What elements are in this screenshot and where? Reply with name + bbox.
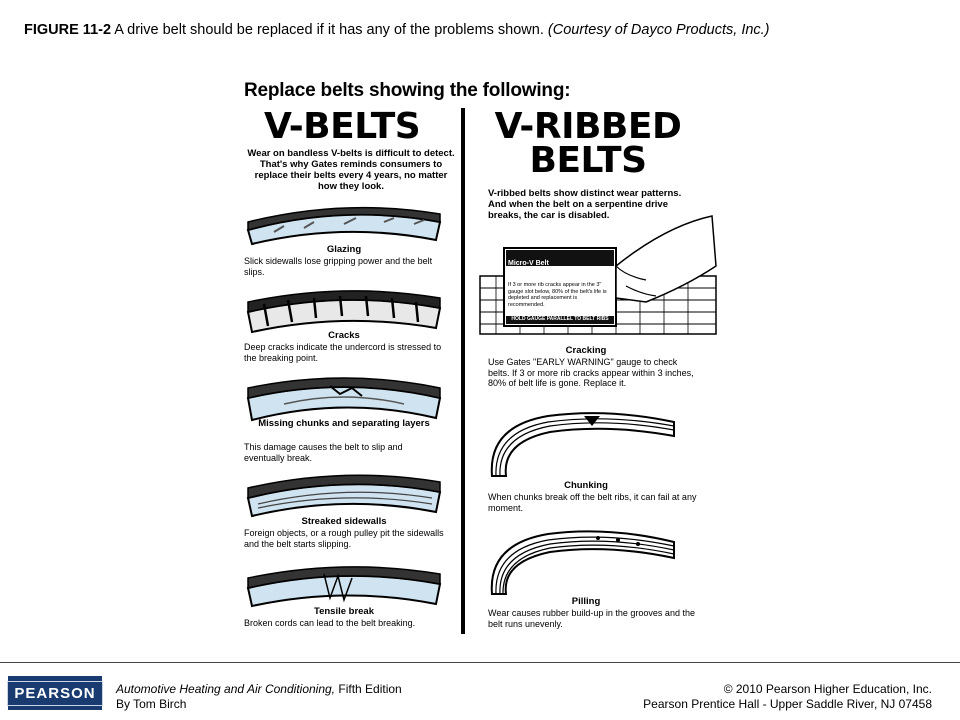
book-author: By Tom Birch bbox=[116, 697, 187, 711]
tensile-break-desc: Broken cords can lead to the belt breaking. bbox=[244, 618, 416, 628]
tensile-break-belt-illustration bbox=[244, 560, 444, 608]
streaked-sidewalls-desc: Foreign objects, or a rough pulley pit the sidewalls and the belt starts slipping. bbox=[244, 528, 444, 549]
figure-caption bbox=[24, 20, 944, 40]
v-ribbed-title bbox=[488, 106, 688, 181]
v-ribbed-title-line2: BELTS bbox=[529, 140, 647, 181]
v-ribbed-intro: V-ribbed belts show distinct wear patterns. And when the belt on a serpentine drive breaks, the car is disabled. bbox=[488, 188, 682, 221]
footer-book-info bbox=[116, 682, 402, 712]
tensile-break-label: Tensile break bbox=[313, 606, 375, 617]
missing-chunks-desc: This damage causes the belt to slip and eventually break. bbox=[244, 442, 403, 463]
copyright-text: © 2010 Pearson Higher Education, Inc. bbox=[723, 682, 932, 696]
belt-wear-figure bbox=[236, 72, 716, 638]
missing-chunks-label: Missing chunks and separating layers bbox=[258, 418, 430, 429]
streaked-sidewalls-label: Streaked sidewalls bbox=[301, 516, 387, 527]
glazing-label: Glazing bbox=[326, 244, 362, 255]
chunking-label: Chunking bbox=[564, 480, 608, 491]
glazing-belt-illustration bbox=[244, 200, 444, 246]
streaked-sidewalls-belt-illustration bbox=[244, 470, 444, 518]
gauge-title: EARLY WARNING bbox=[520, 268, 604, 279]
chunking-desc: When chunks break off the belt ribs, it can fail at any moment. bbox=[488, 492, 697, 513]
footer-copyright bbox=[643, 682, 932, 712]
pilling-label: Pilling bbox=[571, 596, 601, 607]
cracks-label: Cracks bbox=[328, 330, 360, 341]
pearson-logo-text: PEARSON bbox=[7, 681, 102, 706]
pilling-desc: Wear causes rubber build-up in the grooves and the belt runs unevenly. bbox=[488, 608, 695, 629]
book-title: Automotive Heating and Air Conditioning, bbox=[116, 682, 336, 696]
chunking-belt-illustration bbox=[488, 406, 678, 482]
footer-divider bbox=[0, 662, 960, 663]
cracks-desc: Deep cracks indicate the undercord is stressed to the breaking point. bbox=[244, 342, 442, 363]
publisher-text: Pearson Prentice Hall - Upper Saddle River, NJ 07458 bbox=[643, 697, 932, 711]
caption-text: A drive belt should be replaced if it has any of the problems shown. bbox=[111, 22, 548, 38]
column-divider bbox=[461, 108, 465, 634]
caption-courtesy: (Courtesy of Dayco Products, Inc.) bbox=[547, 22, 770, 38]
v-belts-title: V-BELTS bbox=[264, 106, 421, 147]
pilling-belt-illustration bbox=[488, 524, 678, 600]
cracking-label: Cracking bbox=[565, 345, 607, 356]
gauge-brand: Micro-V Belt bbox=[508, 260, 549, 267]
figure-label: FIGURE 11-2 bbox=[24, 22, 112, 38]
missing-chunks-belt-illustration bbox=[244, 374, 444, 422]
pearson-logo bbox=[8, 676, 102, 710]
cracking-desc: Use Gates "EARLY WARNING" gauge to check belts. If 3 or more rib cracks appear within 3 inches, 80% of belt life is gone. Replace it. bbox=[488, 357, 694, 388]
v-belts-intro: Wear on bandless V-belts is difficult to detect. That's why Gates reminds consumers to replace their belts every 4 years, no matter how they look. bbox=[247, 148, 455, 192]
book-edition: Fifth Edition bbox=[335, 682, 402, 696]
glazing-desc: Slick sidewalls lose gripping power and the belt slips. bbox=[244, 256, 433, 277]
gauge-footer: HOLD GAUGE PARALLEL TO BELT RIBS bbox=[511, 316, 609, 322]
v-ribbed-title-line1: V-RIBBED bbox=[494, 106, 682, 147]
gauge-text: If 3 or more rib cracks appear in the 3" gauge slot below, 80% of the belt's life is depleted and replacement is recommended. bbox=[508, 282, 607, 308]
figure-heading: Replace belts showing the following: bbox=[244, 80, 571, 101]
cracks-belt-illustration bbox=[244, 286, 444, 334]
